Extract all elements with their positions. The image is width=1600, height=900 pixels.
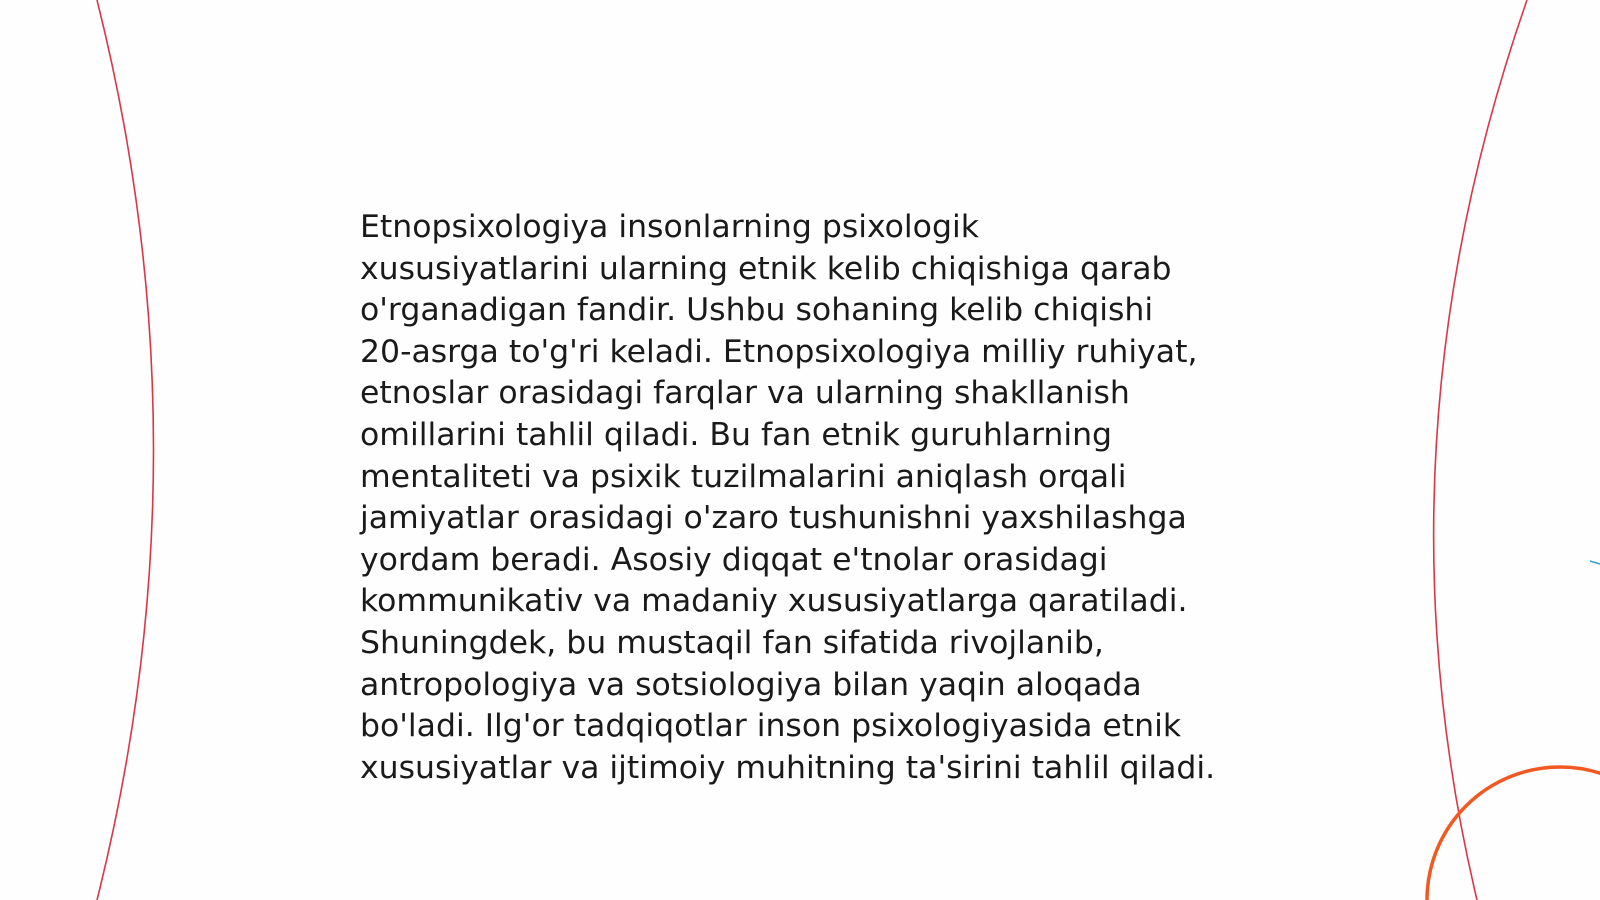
right-curve-line (1434, 0, 1527, 900)
left-curve-line (97, 0, 154, 900)
orange-circle-outline (1427, 767, 1600, 900)
body-paragraph: Etnopsixologiya insonlarning psixologik xususiyatlarini ularning etnik kelib chiqishiga qarab o'rganadigan fandir. Ushbu sohaning kelib chiqishi 20-asrga to'g'ri keladi. Etnopsixologiya milliy ruhiyat, etnoslar orasidagi farqlar va ularning shakllanish omillarini tahlil qiladi. Bu fan etnik guruhlarning mentaliteti va psixik tuzilmalarini aniqlash orqali jamiyatlar orasidagi o'zaro tushunishni yaxshilashga yordam beradi. Asosiy diqqat e'tnolar orasidagi kommunikativ va madaniy xususiyatlarga qaratiladi. Shuningdek, bu mustaqil fan sifatida rivojlanib, antropologiya va sotsiologiya bilan yaqin aloqada bo'ladi. Ilg'or tadqiqotlar inson psixologiyasida etnik xususiyatlar va ijtimoiy muhitning ta'sirini tahlil qiladi. (360, 209, 1216, 786)
blue-accent-mark (1590, 561, 1600, 564)
